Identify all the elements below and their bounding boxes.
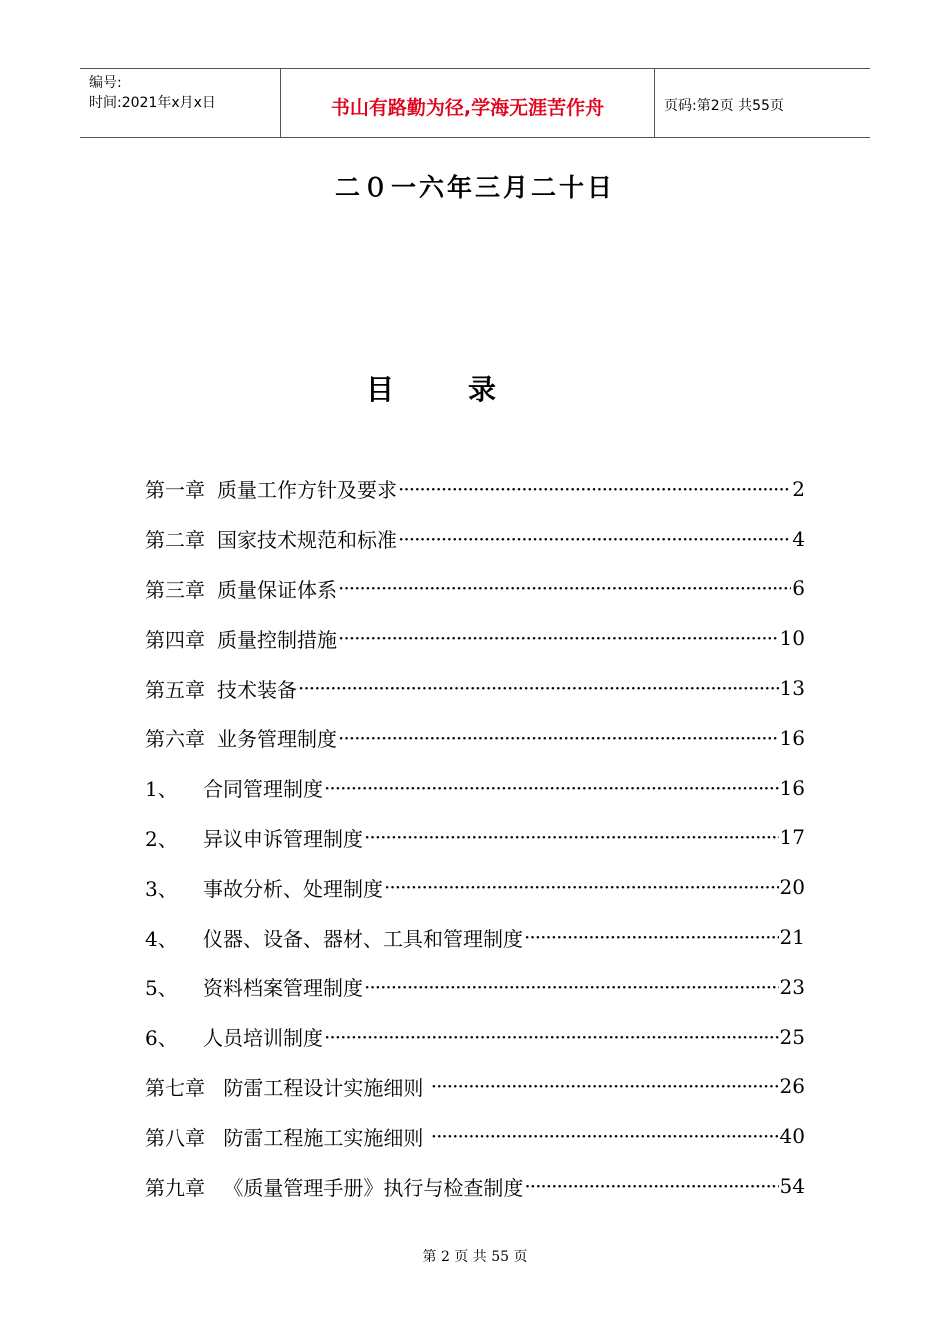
toc-entry-prefix: 第五章 bbox=[145, 677, 205, 702]
document-date-title: 二０一六年三月二十日 bbox=[334, 173, 615, 202]
toc-heading-char-1: 目 bbox=[366, 373, 395, 406]
toc-entry-prefix: 第九章 bbox=[145, 1175, 205, 1200]
toc-entry[interactable] bbox=[145, 962, 805, 1012]
table-of-contents bbox=[145, 464, 805, 1211]
toc-entry-title: 国家技术规范和标准 bbox=[217, 528, 397, 553]
toc-entry[interactable] bbox=[145, 813, 805, 863]
document-number-label: 编号: bbox=[89, 75, 122, 91]
toc-entry[interactable] bbox=[145, 1161, 805, 1211]
toc-entry-title: 事故分析、处理制度 bbox=[203, 876, 383, 901]
toc-entry-title: 质量保证体系 bbox=[217, 577, 337, 602]
toc-heading-char-2: 录 bbox=[468, 373, 497, 406]
toc-entry-label bbox=[145, 972, 363, 1001]
toc-entry-label bbox=[145, 1172, 523, 1201]
toc-entry[interactable] bbox=[145, 663, 805, 713]
toc-entry-title: 防雷工程施工实施细则 bbox=[217, 1125, 430, 1150]
toc-entry-label bbox=[145, 1072, 430, 1101]
toc-leader-dots bbox=[338, 726, 779, 750]
toc-entry-title: 资料档案管理制度 bbox=[203, 976, 363, 1001]
header-left-cell bbox=[80, 69, 281, 137]
toc-entry-page: 26 bbox=[779, 1074, 805, 1099]
toc-leader-dots bbox=[298, 676, 779, 700]
toc-entry-page: 2 bbox=[792, 476, 805, 501]
toc-entry-prefix: 第六章 bbox=[145, 727, 205, 752]
toc-entry[interactable] bbox=[145, 464, 805, 514]
toc-entry-page: 25 bbox=[779, 1024, 805, 1049]
toc-entry-label bbox=[145, 823, 363, 852]
toc-entry[interactable] bbox=[145, 862, 805, 912]
toc-entry-label bbox=[145, 674, 297, 703]
toc-entry-title: 异议申诉管理制度 bbox=[203, 826, 363, 851]
toc-leader-dots bbox=[338, 626, 779, 650]
toc-entry-page: 13 bbox=[779, 676, 805, 701]
toc-entry[interactable] bbox=[145, 564, 805, 614]
toc-entry-prefix: 第七章 bbox=[145, 1075, 205, 1100]
toc-entry-prefix: 第四章 bbox=[145, 627, 205, 652]
toc-entry-prefix: 5、 bbox=[145, 976, 178, 1001]
toc-entry[interactable] bbox=[145, 763, 805, 813]
page-footer: 第 2 页 共 55 页 bbox=[422, 1249, 528, 1265]
toc-entry-prefix: 6、 bbox=[145, 1026, 178, 1051]
toc-entry-title: 《质量管理手册》执行与检查制度 bbox=[217, 1175, 524, 1200]
toc-entry-prefix: 3、 bbox=[145, 876, 178, 901]
toc-entry-label bbox=[145, 524, 397, 553]
toc-entry-label bbox=[145, 474, 397, 503]
toc-entry-page: 10 bbox=[779, 626, 805, 651]
toc-entry-label bbox=[145, 873, 383, 902]
toc-entry-page: 20 bbox=[779, 875, 805, 900]
toc-entry-title: 防雷工程设计实施细则 bbox=[217, 1075, 430, 1100]
toc-leader-dots bbox=[431, 1124, 779, 1148]
toc-entry-page: 54 bbox=[779, 1174, 805, 1199]
toc-leader-dots bbox=[398, 477, 791, 501]
page-header bbox=[80, 68, 870, 138]
toc-entry-prefix: 第二章 bbox=[145, 528, 205, 553]
toc-leader-dots bbox=[524, 925, 779, 949]
toc-entry-title: 质量工作方针及要求 bbox=[217, 478, 397, 503]
toc-entry[interactable] bbox=[145, 613, 805, 663]
toc-entry-prefix: 第三章 bbox=[145, 577, 205, 602]
toc-entry[interactable] bbox=[145, 514, 805, 564]
toc-entry-title: 质量控制措施 bbox=[217, 627, 337, 652]
toc-entry-title: 仪器、设备、器材、工具和管理制度 bbox=[203, 926, 523, 951]
toc-entry-label bbox=[145, 1122, 430, 1151]
toc-heading bbox=[0, 368, 950, 408]
toc-leader-dots bbox=[324, 1025, 779, 1049]
toc-entry[interactable] bbox=[145, 912, 805, 962]
toc-entry-title: 合同管理制度 bbox=[203, 777, 323, 802]
toc-entry-page: 21 bbox=[779, 925, 805, 950]
toc-leader-dots bbox=[384, 875, 779, 899]
toc-entry-page: 40 bbox=[779, 1124, 805, 1149]
toc-leader-dots bbox=[364, 975, 779, 999]
toc-entry-page: 16 bbox=[779, 775, 805, 800]
toc-entry-title: 技术装备 bbox=[217, 677, 297, 702]
toc-entry-title: 人员培训制度 bbox=[203, 1026, 323, 1051]
toc-entry-page: 16 bbox=[779, 725, 805, 750]
toc-entry[interactable] bbox=[145, 713, 805, 763]
toc-entry-prefix: 第八章 bbox=[145, 1125, 205, 1150]
toc-leader-dots bbox=[431, 1074, 779, 1098]
toc-entry-label bbox=[145, 773, 323, 802]
header-motto: 书山有路勤为径,学海无涯苦作舟 bbox=[281, 69, 655, 137]
toc-entry-page: 23 bbox=[779, 974, 805, 999]
toc-entry-label bbox=[145, 624, 337, 653]
document-time-label: 时间:2021年x月x日 bbox=[89, 95, 216, 111]
toc-entry-label bbox=[145, 1022, 323, 1051]
toc-leader-dots bbox=[524, 1174, 778, 1198]
toc-entry-label bbox=[145, 723, 337, 752]
toc-entry-page: 6 bbox=[792, 576, 805, 601]
toc-leader-dots bbox=[338, 576, 791, 600]
toc-entry-prefix: 2、 bbox=[145, 826, 178, 851]
toc-entry[interactable] bbox=[145, 1062, 805, 1112]
toc-leader-dots bbox=[364, 825, 779, 849]
toc-entry-title: 业务管理制度 bbox=[217, 727, 337, 752]
toc-entry-page: 17 bbox=[779, 825, 805, 850]
header-page-info: 页码:第2页 共55页 bbox=[664, 98, 784, 114]
toc-entry-label bbox=[145, 923, 523, 952]
toc-entry-label bbox=[145, 574, 337, 603]
toc-entry[interactable] bbox=[145, 1012, 805, 1062]
toc-leader-dots bbox=[324, 776, 779, 800]
toc-entry-prefix: 第一章 bbox=[145, 478, 205, 503]
toc-entry-prefix: 4、 bbox=[145, 926, 178, 951]
toc-entry[interactable] bbox=[145, 1111, 805, 1161]
toc-entry-page: 4 bbox=[792, 526, 805, 551]
toc-entry-prefix: 1、 bbox=[145, 777, 178, 802]
toc-leader-dots bbox=[398, 527, 791, 551]
